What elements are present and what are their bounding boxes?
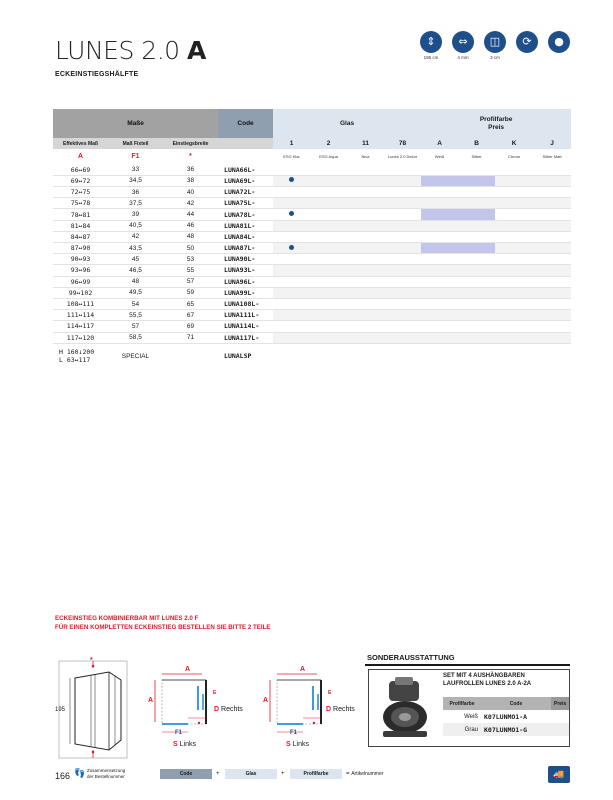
cell-einstieg: 67 xyxy=(163,310,218,321)
cell-profile xyxy=(421,310,458,321)
cell-profile xyxy=(458,276,495,287)
cell-glass xyxy=(273,310,310,321)
cell-glass xyxy=(384,164,421,175)
cell-glass xyxy=(384,231,421,242)
cell-glass xyxy=(273,187,310,198)
cell-profile xyxy=(458,175,495,186)
cell-glass xyxy=(310,220,347,231)
diagram-s-links: S Links xyxy=(173,741,196,748)
table-row xyxy=(53,287,571,298)
cell-glass xyxy=(347,209,384,220)
footer-profil-box: Profilfarbe xyxy=(290,769,342,779)
glass-label: ESG Aqua xyxy=(319,154,338,160)
cell-glass xyxy=(273,254,310,265)
water-icon: ● xyxy=(548,31,570,53)
cell-profile xyxy=(495,164,533,175)
cell-glass xyxy=(273,276,310,287)
cell-fixteil: 36 xyxy=(108,187,163,198)
cell-glass xyxy=(347,298,384,309)
plan-links-drawing xyxy=(265,670,330,735)
cell-profile xyxy=(458,287,495,298)
cell-profile xyxy=(533,310,571,321)
col-effektives: Effektives Maß xyxy=(53,138,108,149)
cell-profile xyxy=(495,298,533,309)
profile-label: Silber xyxy=(471,154,482,160)
special-row xyxy=(53,343,571,367)
glass-code-1: 1 xyxy=(273,138,310,149)
cell-fixteil: 55,5 xyxy=(108,310,163,321)
glass-label: ESG Klar xyxy=(283,154,300,160)
cell-profile xyxy=(533,243,571,254)
table-row xyxy=(53,209,571,220)
cell-fixteil: 45 xyxy=(108,254,163,265)
reversible-icon: ⟳ xyxy=(516,31,538,53)
cell-profile xyxy=(533,164,571,175)
cell-glass xyxy=(347,164,384,175)
height-icon: ⇕ xyxy=(420,31,442,53)
cell-glass xyxy=(347,243,384,254)
plan-rechts-drawing xyxy=(150,670,215,735)
footer-code-box: Code xyxy=(160,769,212,779)
cell-profile xyxy=(533,187,571,198)
cell-fixteil: 39 xyxy=(108,209,163,220)
diagram-a-label-side: A xyxy=(148,697,154,704)
table-row xyxy=(53,220,571,231)
sonder-row: Grau K07LUNMO1-G xyxy=(443,723,569,736)
masse-header: Maße xyxy=(53,109,218,138)
cell-fixteil: 37,5 xyxy=(108,198,163,209)
cell-glass xyxy=(347,310,384,321)
delivery-truck-icon: 🚚 xyxy=(548,766,570,783)
cell-einstieg: 40 xyxy=(163,187,218,198)
profile-code-k: K xyxy=(495,138,533,149)
cell-fixteil: 46,5 xyxy=(108,265,163,276)
cell-glass xyxy=(273,321,310,332)
cell-effektives: 69↔72 xyxy=(53,175,108,186)
cell-profile xyxy=(533,231,571,242)
height-feature: ⇕ 195 cm xyxy=(420,31,442,60)
cell-profile xyxy=(421,175,458,186)
diagram2-e-label: E xyxy=(328,690,332,696)
cell-profile xyxy=(495,231,533,242)
cell-code: LUNA81L- xyxy=(218,220,273,231)
cell-glass xyxy=(347,265,384,276)
page-title: LUNES 2.0 A xyxy=(55,36,206,65)
availability-dot xyxy=(289,211,294,216)
cell-profile xyxy=(458,254,495,265)
cell-profile xyxy=(533,198,571,209)
profile-label: Weiß xyxy=(434,154,445,160)
cell-glass xyxy=(310,298,347,309)
reversible-feature xyxy=(516,31,538,60)
cell-code: LUNA93L- xyxy=(218,265,273,276)
combination-note: ECKEINSTIEG KOMBINIERBAR MIT LUNES 2.0 F FÜR EINEN KOMPLETTEN ECKEINSTIEG BESTELLEN SIE BITTE 2 TEILE xyxy=(55,615,271,631)
cell-effektives: 87↔90 xyxy=(53,243,108,254)
cell-effektives: 90↔93 xyxy=(53,254,108,265)
cell-profile xyxy=(421,321,458,332)
table-row xyxy=(53,198,571,209)
profile-label: Silber Matt xyxy=(542,154,562,160)
cell-fixteil: 57 xyxy=(108,321,163,332)
cell-effektives: 117↔120 xyxy=(53,332,108,343)
sonder-description: SET MIT 4 AUSHÄNGBAREN LAUFROLLEN LUNES 2.0 A-2A xyxy=(443,673,532,687)
cell-code: LUNA78L- xyxy=(218,209,273,220)
cell-fixteil: 34,5 xyxy=(108,175,163,186)
cell-fixteil: 43,5 xyxy=(108,243,163,254)
table-row xyxy=(53,310,571,321)
cell-glass xyxy=(384,321,421,332)
diagram2-a-label-side: A xyxy=(263,697,269,704)
cell-profile xyxy=(421,243,458,254)
glass-thickness-icon: ⇔ xyxy=(452,31,474,53)
cell-profile xyxy=(458,164,495,175)
cell-code: LUNA84L- xyxy=(218,231,273,242)
cell-profile xyxy=(458,298,495,309)
cell-profile xyxy=(458,310,495,321)
cell-code: LUNA66L- xyxy=(218,164,273,175)
cell-glass xyxy=(384,209,421,220)
cell-profile xyxy=(533,298,571,309)
glass-code-2: 2 xyxy=(310,138,347,149)
cell-glass xyxy=(384,265,421,276)
cell-profile xyxy=(495,287,533,298)
profile-label: Chrom xyxy=(508,154,521,160)
cell-profile xyxy=(495,209,533,220)
cell-profile xyxy=(421,265,458,276)
availability-dot xyxy=(289,177,294,182)
table-row xyxy=(53,231,571,242)
cell-glass xyxy=(347,231,384,242)
cell-fixteil: 48 xyxy=(108,276,163,287)
glass-thickness-feature: ⇔ 4 mm xyxy=(452,31,474,60)
sonder-head-preis: Preis xyxy=(551,697,569,710)
cell-glass xyxy=(384,332,421,343)
sonder-head-code: Code xyxy=(481,697,551,710)
col-fixteil: Maß Fixteil xyxy=(108,138,163,149)
sonder-head-profil: Profilfarbe xyxy=(443,697,481,710)
cell-glass xyxy=(384,254,421,265)
cell-code: LUNA72L- xyxy=(218,187,273,198)
table-row xyxy=(53,298,571,309)
profile-code-b: B xyxy=(458,138,495,149)
feature-icons xyxy=(420,31,570,60)
cell-profile xyxy=(421,220,458,231)
water-feature xyxy=(548,31,570,60)
cell-effektives: 78↔81 xyxy=(53,209,108,220)
cell-profile xyxy=(458,231,495,242)
special-dim: H 160↓200 L 63↔117 xyxy=(59,348,95,365)
cell-glass xyxy=(273,243,310,254)
cell-effektives: 84↔87 xyxy=(53,231,108,242)
cell-profile xyxy=(495,187,533,198)
cell-glass xyxy=(347,254,384,265)
cell-effektives: 66↔69 xyxy=(53,164,108,175)
table-row xyxy=(53,254,571,265)
cell-profile xyxy=(533,321,571,332)
diagram2-d-rechts: D Rechts xyxy=(326,706,355,713)
sonder-divider xyxy=(365,664,570,666)
col-einstieg: Einstiegsbreite xyxy=(163,138,218,149)
cell-einstieg: 55 xyxy=(163,265,218,276)
cell-glass xyxy=(310,321,347,332)
cell-glass xyxy=(310,231,347,242)
cell-glass xyxy=(347,332,384,343)
marker-f1: F1 xyxy=(131,153,140,161)
cell-glass xyxy=(273,231,310,242)
cell-glass xyxy=(384,310,421,321)
diagram-a-label: A xyxy=(185,666,191,673)
cell-code: LUNA69L- xyxy=(218,175,273,186)
cell-glass xyxy=(384,220,421,231)
cell-profile xyxy=(533,287,571,298)
cell-profile xyxy=(458,243,495,254)
code-header: Code xyxy=(218,109,273,138)
cell-glass xyxy=(347,220,384,231)
cell-glass xyxy=(310,254,347,265)
footprint-icon: 👣 xyxy=(74,768,86,778)
cell-code: LUNA96L- xyxy=(218,276,273,287)
cell-profile xyxy=(495,265,533,276)
cell-profile xyxy=(421,198,458,209)
profil-header: Profilfarbe Preis xyxy=(421,109,571,138)
cell-profile xyxy=(421,332,458,343)
cell-fixteil: 49,5 xyxy=(108,287,163,298)
special-label: SPECIAL xyxy=(121,352,150,360)
table-row xyxy=(53,175,571,186)
cell-fixteil: 42 xyxy=(108,231,163,242)
cell-fixteil: 40,5 xyxy=(108,220,163,231)
cell-code: LUNA75L- xyxy=(218,198,273,209)
cell-effektives: 111↔114 xyxy=(53,310,108,321)
diagram2-f1-label: F1 xyxy=(290,730,298,736)
cell-code: LUNA87L- xyxy=(218,243,273,254)
cell-profile xyxy=(495,321,533,332)
cell-profile xyxy=(533,265,571,276)
cell-glass xyxy=(347,287,384,298)
cell-profile xyxy=(458,332,495,343)
marker-star: * xyxy=(189,153,192,161)
cell-einstieg: 57 xyxy=(163,276,218,287)
cell-einstieg: 69 xyxy=(163,321,218,332)
cell-glass xyxy=(273,298,310,309)
cell-glass xyxy=(384,287,421,298)
cell-profile xyxy=(533,332,571,343)
footer-glas-box: Glas xyxy=(225,769,277,779)
cell-profile xyxy=(533,254,571,265)
cell-code: LUNA90L- xyxy=(218,254,273,265)
cell-effektives: 99↔102 xyxy=(53,287,108,298)
cell-profile xyxy=(533,220,571,231)
cell-glass xyxy=(384,198,421,209)
cell-profile xyxy=(458,187,495,198)
cell-code: LUNA117L- xyxy=(218,332,273,343)
cell-glass xyxy=(310,243,347,254)
cell-profile xyxy=(495,276,533,287)
cell-glass xyxy=(310,164,347,175)
cell-profile xyxy=(421,276,458,287)
cell-profile xyxy=(495,198,533,209)
sonder-title: SONDERAUSSTATTUNG xyxy=(367,653,455,662)
cell-glass xyxy=(310,265,347,276)
cell-profile xyxy=(533,276,571,287)
cell-fixteil: 33 xyxy=(108,164,163,175)
cell-profile xyxy=(421,298,458,309)
cell-effektives: 114↔117 xyxy=(53,321,108,332)
sonder-row: Weiß K07LUNMO1-A xyxy=(464,712,528,721)
cell-effektives: 72↔75 xyxy=(53,187,108,198)
cell-glass xyxy=(310,209,347,220)
cell-profile xyxy=(495,254,533,265)
cell-glass xyxy=(310,198,347,209)
cell-einstieg: 42 xyxy=(163,198,218,209)
diagram-star: * xyxy=(90,657,93,664)
cell-einstieg: 50 xyxy=(163,243,218,254)
cell-glass xyxy=(273,265,310,276)
profile-feature: ◫ 3 cm xyxy=(484,31,506,60)
cell-profile xyxy=(495,310,533,321)
page-number: 166 xyxy=(55,771,71,781)
cell-profile xyxy=(421,187,458,198)
special-code: LUNALSP xyxy=(224,352,252,361)
cell-code: LUNA111L- xyxy=(218,310,273,321)
cell-effektives: 81↔84 xyxy=(53,220,108,231)
diagram-d-rechts: D Rechts xyxy=(214,706,243,713)
cell-profile xyxy=(495,243,533,254)
marker-a: A xyxy=(77,153,84,161)
cell-glass xyxy=(273,209,310,220)
cell-profile xyxy=(533,175,571,186)
cell-effektives: 108↔111 xyxy=(53,298,108,309)
cell-profile xyxy=(421,164,458,175)
cell-profile xyxy=(458,321,495,332)
height-label: 195 xyxy=(55,707,66,713)
cell-einstieg: 36 xyxy=(163,164,218,175)
table-row xyxy=(53,321,571,332)
spec-table xyxy=(53,109,571,367)
availability-dot xyxy=(289,245,294,250)
diagram2-s-links: S Links xyxy=(286,741,309,748)
cell-profile xyxy=(533,209,571,220)
table-row xyxy=(53,332,571,343)
cell-glass xyxy=(273,175,310,186)
cell-einstieg: 44 xyxy=(163,209,218,220)
sonder-table xyxy=(443,697,569,736)
cell-profile xyxy=(458,198,495,209)
cell-profile xyxy=(495,175,533,186)
page-subtitle: ECKEINSTIEGSHÄLFTE xyxy=(55,71,139,78)
footer-text: Zusammensetzung der Bestellnummer xyxy=(87,768,126,779)
cell-glass xyxy=(347,175,384,186)
cell-code: LUNA114L- xyxy=(218,321,273,332)
cell-glass xyxy=(347,198,384,209)
cell-einstieg: 71 xyxy=(163,332,218,343)
cell-einstieg: 38 xyxy=(163,175,218,186)
cell-profile xyxy=(421,287,458,298)
cell-einstieg: 53 xyxy=(163,254,218,265)
cell-glass xyxy=(384,276,421,287)
cell-glass xyxy=(310,332,347,343)
table-row xyxy=(53,276,571,287)
cell-glass xyxy=(273,164,310,175)
cell-einstieg: 59 xyxy=(163,287,218,298)
table-row xyxy=(53,243,571,254)
cell-glass xyxy=(384,175,421,186)
glass-label: Lunes 2.0 Dekor xyxy=(387,154,418,160)
cell-einstieg: 46 xyxy=(163,220,218,231)
glass-code-78: 78 xyxy=(384,138,421,149)
diagram2-a-label: A xyxy=(300,666,306,673)
table-row xyxy=(53,265,571,276)
shower-3d-drawing xyxy=(55,660,130,760)
cell-glass xyxy=(347,276,384,287)
cell-profile xyxy=(495,220,533,231)
cell-glass xyxy=(384,298,421,309)
cell-glass xyxy=(310,287,347,298)
cell-profile xyxy=(458,265,495,276)
table-row xyxy=(53,164,571,175)
cell-glass xyxy=(310,310,347,321)
cell-effektives: 93↔96 xyxy=(53,265,108,276)
cell-glass xyxy=(347,321,384,332)
diagram-f1-label: F1 xyxy=(175,730,183,736)
cell-fixteil: 54 xyxy=(108,298,163,309)
profile-icon: ◫ xyxy=(484,31,506,53)
cell-profile xyxy=(421,209,458,220)
roller-wheel-image xyxy=(375,675,435,741)
cell-einstieg: 65 xyxy=(163,298,218,309)
cell-glass xyxy=(310,187,347,198)
glass-code-11: 11 xyxy=(347,138,384,149)
glass-label: Niva xyxy=(361,154,370,160)
cell-effektives: 75↔78 xyxy=(53,198,108,209)
cell-code: LUNA108L- xyxy=(218,298,273,309)
cell-profile xyxy=(458,220,495,231)
cell-glass xyxy=(273,332,310,343)
cell-fixteil: 58,5 xyxy=(108,332,163,343)
cell-glass xyxy=(384,243,421,254)
cell-profile xyxy=(421,231,458,242)
cell-glass xyxy=(310,276,347,287)
profile-code-j: J xyxy=(533,138,571,149)
profile-code-a: A xyxy=(421,138,458,149)
table-row xyxy=(53,187,571,198)
cell-profile xyxy=(421,254,458,265)
cell-glass xyxy=(347,187,384,198)
cell-glass xyxy=(310,175,347,186)
cell-glass xyxy=(273,287,310,298)
cell-profile xyxy=(458,209,495,220)
cell-einstieg: 48 xyxy=(163,231,218,242)
cell-glass xyxy=(273,220,310,231)
cell-profile xyxy=(495,332,533,343)
cell-glass xyxy=(273,198,310,209)
cell-effektives: 96↔99 xyxy=(53,276,108,287)
diagram-e-label: E xyxy=(213,690,217,696)
cell-code: LUNA99L- xyxy=(218,287,273,298)
cell-glass xyxy=(384,187,421,198)
glas-header: Glas xyxy=(273,109,421,138)
